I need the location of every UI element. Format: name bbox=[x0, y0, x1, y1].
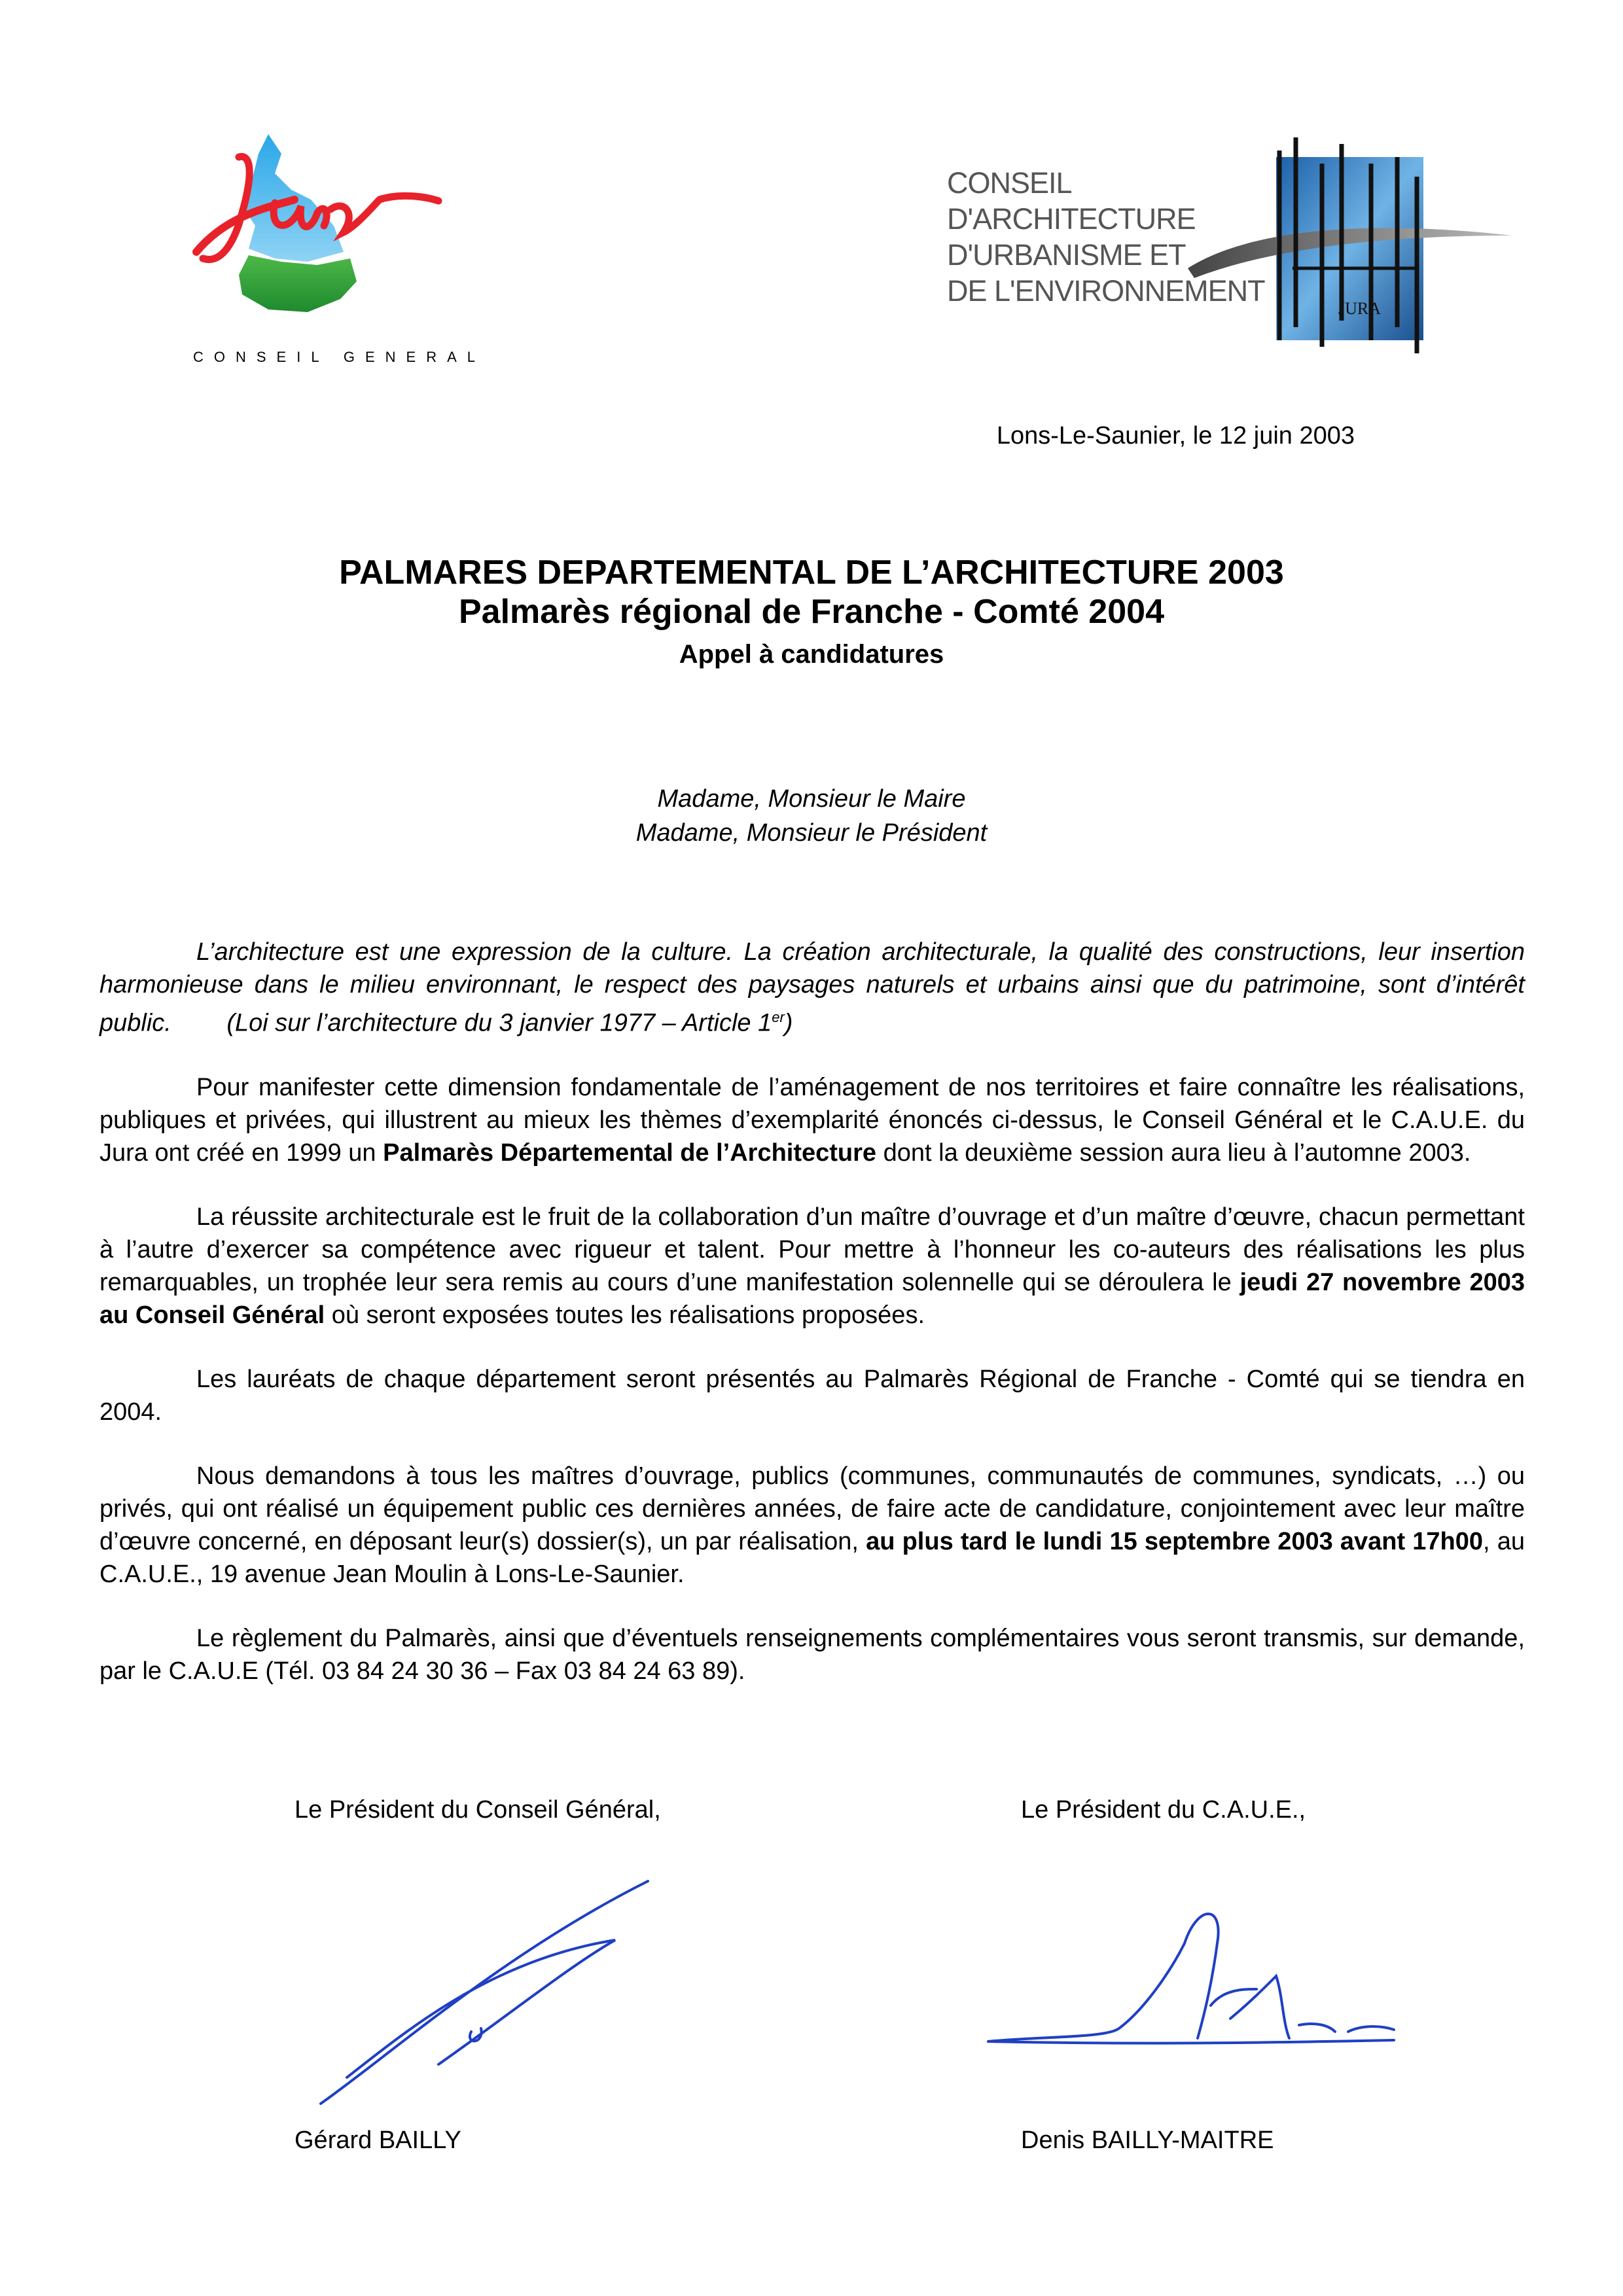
right-signatory-title: Le Président du C.A.U.E., bbox=[1021, 1796, 1306, 1824]
caue-line: DE L'ENVIRONNEMENT bbox=[947, 274, 1265, 308]
law-citation-end: ) bbox=[784, 1009, 793, 1037]
ceremony-date: jeudi 27 novembre 2003 au Conseil Général bbox=[99, 1268, 1525, 1329]
salutation-line-1: Madame, Monsieur le Maire bbox=[657, 785, 966, 813]
salutation-line-2: Madame, Monsieur le Président bbox=[635, 819, 988, 847]
title-line-2: Palmarès régional de Franche - Comté 2004 bbox=[459, 593, 1164, 631]
paragraph-2-text: Pour manifester cette dimension fondamentale de l’aménagement de nos territoires et faire connaître les réalisations, publiques et privées, qui illustrent au mieux les thèmes d’exemplarité énoncés ci-dessus, le Conseil Général et le C.A.U.E. du Jura ont créé en 1999 un bbox=[99, 1073, 1525, 1167]
deadline: au plus tard le lundi 15 septembre 2003 avant 17h00 bbox=[866, 1527, 1484, 1555]
salutation bbox=[0, 782, 1623, 850]
caue-emblem-icon bbox=[1181, 124, 1528, 380]
law-citation-sup: er bbox=[772, 1009, 785, 1025]
caue-logo bbox=[939, 124, 1528, 380]
paragraph-6: Le règlement du Palmarès, ainsi que d’éventuels renseignements complémentaires vous seront transmis, sur demande, par le C.A.U.E (Tél. 03 84 24 30 36 – Fax 03 84 24 63 89). bbox=[99, 1624, 1525, 1685]
paragraph-3-text-end: où seront exposées toutes les réalisations proposées. bbox=[325, 1301, 925, 1329]
law-citation: (Loi sur l’architecture du 3 janvier 1977 – Article 1 bbox=[226, 1009, 772, 1037]
quote-text: L’architecture est une expression de la culture. La création architecturale, la qualité des constructions, leur insertion harmonieuse dans le milieu environnant, le respect des paysages naturels et urbains ainsi que du patrimoine, sont d’intérêt public. bbox=[99, 938, 1525, 1037]
paragraph-4: Les lauréats de chaque département seront présentés au Palmarès Régional de Franche - Comté qui se tiendra en 2004. bbox=[99, 1365, 1525, 1426]
palmares-name: Palmarès Départemental de l’Architecture bbox=[383, 1139, 877, 1167]
paragraph-3-text: La réussite architecturale est le fruit de la collaboration d’un maître d’ouvrage et d’un maître d’œuvre, chacun permettant à l’autre d’exercer sa compétence avec rigueur et talent. Pour mettre à l’honneur les co-auteurs des réalisations les plus remarquables, un trophée leur sera remis au cours d’une manifestation solennelle qui se déroulera le bbox=[99, 1203, 1525, 1296]
caue-line: CONSEIL bbox=[947, 166, 1072, 200]
paragraph-5 bbox=[99, 1460, 1525, 1591]
signature-left-icon bbox=[308, 1868, 674, 2117]
left-signatory-name: Gérard BAILLY bbox=[294, 2127, 461, 2154]
right-signatory-name: Denis BAILLY-MAITRE bbox=[1021, 2127, 1274, 2154]
paragraph-2-text-end: dont la deuxième session aura lieu à l’automne 2003. bbox=[876, 1139, 1471, 1167]
conseil-general-label: CONSEIL GENERAL bbox=[193, 349, 486, 365]
left-signatory-title: Le Président du Conseil Général, bbox=[294, 1796, 661, 1824]
caue-emblem-text: JURA bbox=[1338, 299, 1382, 318]
letter-date: Lons-Le-Saunier, le 12 juin 2003 bbox=[996, 422, 1355, 450]
document-title bbox=[0, 553, 1623, 673]
title-line-1: PALMARES DEPARTEMENTAL DE L’ARCHITECTURE 2003 bbox=[339, 554, 1284, 592]
caue-line: D'URBANISME ET bbox=[947, 238, 1186, 272]
paragraph-law-quote bbox=[99, 936, 1525, 1040]
paragraph-5-text-end: , au C.A.U.E., 19 avenue Jean Moulin à Lons-Le-Saunier. bbox=[99, 1527, 1525, 1588]
caue-line: D'ARCHITECTURE bbox=[947, 202, 1196, 236]
paragraph-5-text: Nous demandons à tous les maîtres d’ouvrage, publics (communes, communautés de communes, syndicats, …) ou privés, qui ont réalisé un équipement public ces dernières années, de faire acte de candidature, conjointement avec leur maître d’œuvre concerné, en déposant leur(s) dossier(s), un par réalisation, bbox=[99, 1462, 1525, 1555]
jura-logo bbox=[177, 128, 486, 376]
paragraph-3 bbox=[99, 1201, 1525, 1332]
title-line-3: Appel à candidatures bbox=[679, 640, 944, 669]
paragraph-2 bbox=[99, 1071, 1525, 1169]
letter-body bbox=[99, 936, 1525, 1719]
signature-right-icon bbox=[975, 1891, 1407, 2061]
jura-map-icon bbox=[177, 128, 452, 337]
